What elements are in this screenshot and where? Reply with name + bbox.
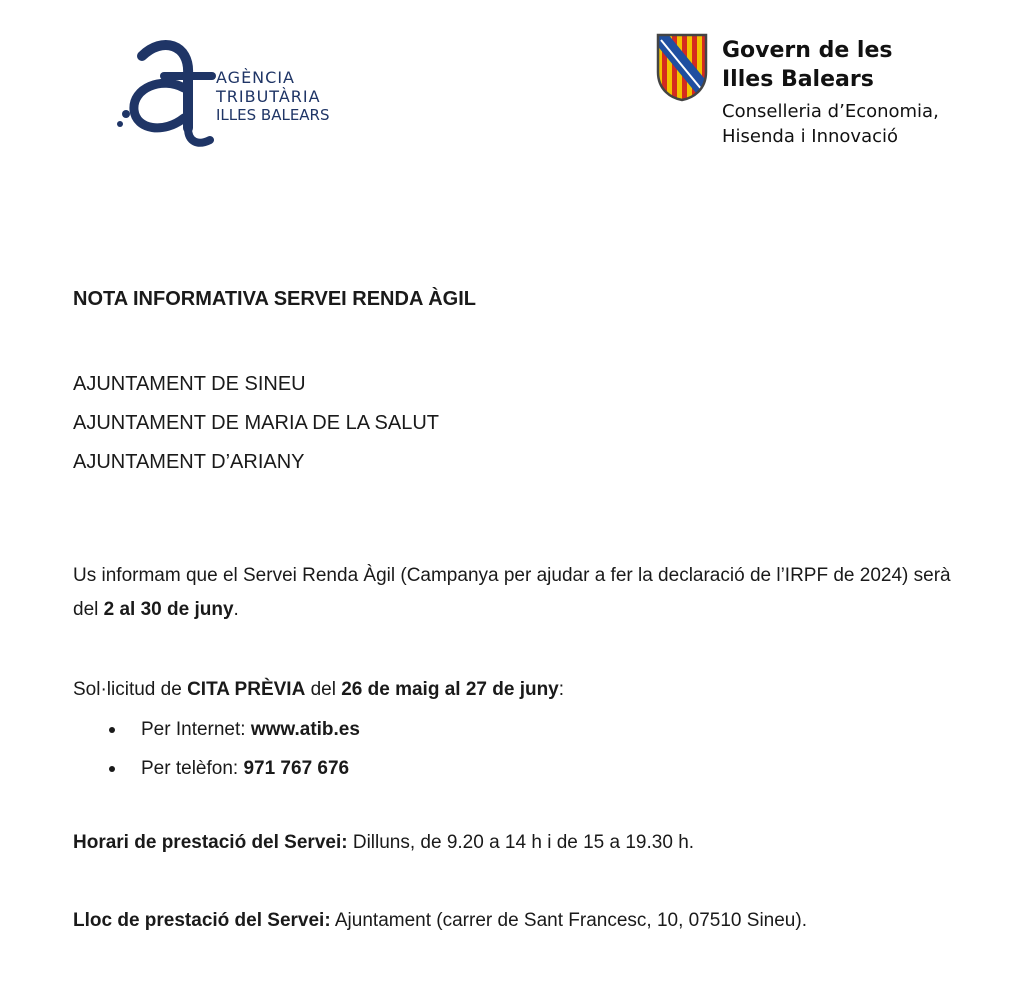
- conselleria-name: [722, 99, 939, 149]
- internet-url: www.atib.es: [250, 719, 360, 740]
- list-item-internet: [73, 710, 360, 749]
- appointment-paragraph: [73, 673, 963, 707]
- location-paragraph: [73, 904, 963, 938]
- location-label: Lloc de prestació del Servei:: [73, 910, 331, 931]
- govern-line-2: Illes Balears: [722, 67, 874, 92]
- appointment-text-1: Sol·licitud de: [73, 679, 188, 700]
- govern-line-1: Govern de les: [722, 38, 893, 63]
- list-item-phone: [73, 749, 360, 788]
- appointment-text-3: :: [558, 679, 565, 700]
- conselleria-line-2: Hisenda i Innovació: [722, 126, 899, 147]
- addressee-ariany: AJUNTAMENT D’ARIANY: [73, 451, 305, 473]
- document-title: NOTA INFORMATIVA SERVEI RENDA ÀGIL: [73, 288, 476, 310]
- appointment-date-range: 26 de maig al 27 de juny: [341, 679, 559, 700]
- atib-logo: [112, 36, 332, 151]
- atib-monogram-icon: [112, 36, 216, 151]
- internet-label: Per Internet:: [141, 719, 251, 740]
- appointment-label: CITA PRÈVIA: [187, 679, 306, 700]
- addressee-list: [73, 365, 439, 482]
- schedule-label: Horari de prestació del Servei:: [73, 832, 348, 853]
- addressee-maria-de-la-salut: AJUNTAMENT DE MARIA DE LA SALUT: [73, 412, 440, 434]
- addressee-sineu: AJUNTAMENT DE SINEU: [73, 373, 306, 395]
- schedule-value: Dilluns, de 9.20 a 14 h i de 15 a 19.30 h.: [347, 832, 695, 853]
- phone-label: Per telèfon:: [141, 758, 244, 779]
- atib-line-2: TRIBUTÀRIA: [216, 87, 321, 106]
- phone-number: 971 767 676: [243, 758, 350, 779]
- schedule-paragraph: [73, 826, 963, 860]
- service-dates-end: .: [233, 599, 239, 620]
- appointment-text-2: del: [305, 679, 342, 700]
- service-dates-paragraph: [73, 559, 963, 627]
- atib-wordmark: [216, 68, 330, 125]
- conselleria-line-1: Conselleria d’Economia,: [722, 101, 939, 122]
- govern-name: [722, 36, 893, 94]
- govern-logo: [655, 32, 975, 152]
- location-value: Ajuntament (carrer de Sant Francesc, 10, 07510 Sineu).: [330, 910, 807, 931]
- service-dates-range: 2 al 30 de juny: [103, 599, 234, 620]
- atib-line-1: AGÈNCIA: [216, 68, 295, 87]
- appointment-channels-list: [73, 710, 360, 788]
- atib-line-3: ILLES BALEARS: [216, 106, 330, 124]
- balearic-shield-icon: [655, 32, 709, 102]
- service-dates-text: Us informam que el Servei Renda Àgil (Campanya per ajudar a fer la declaració de l’IRPF de 2024) serà del: [73, 565, 951, 620]
